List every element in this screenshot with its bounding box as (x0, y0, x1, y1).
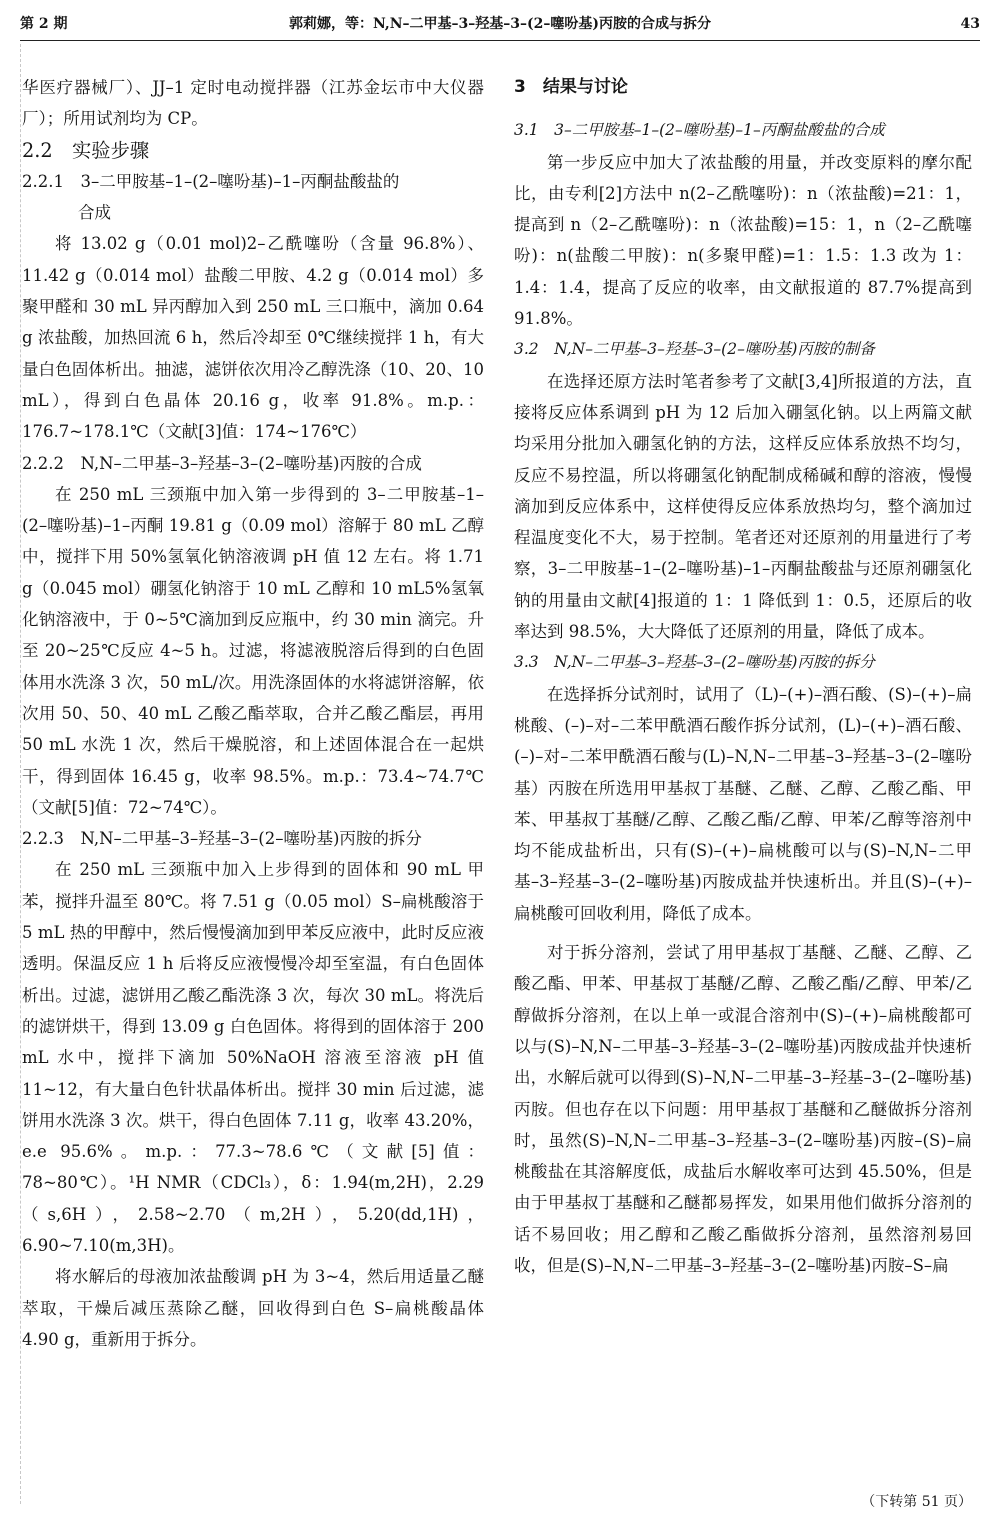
page-number: 43 (960, 16, 980, 32)
paragraph-2-2-3: 在 250 mL 三颈瓶中加入上步得到的固体和 90 mL 甲苯，搅拌升温至 80℃。将 7.51 g（0.05 mol）S–扁桃酸溶于 5 mL 热的甲醇中，然后慢慢滴加到甲苯反应液中，此时反应液透明。保温反应 1 h 后将反应液慢慢冷却至室温，有白色固体析出。过滤，滤饼用乙酸乙酯洗涤 3 次，每次 30 mL。将洗后的滤饼烘干，得到 13.09 g 白色固体。将得到的固体溶于 200 mL 水中，搅拌下滴加 50%NaOH 溶液至溶液 pH 值 11~12，有大量白色针状晶体析出。搅拌 30 min 后过滤，滤饼用水洗涤 3 次。烘干，得白色固体 7.11 g，收率 43.20%，e.e 95.6%。m.p.：77.3~78.6℃（文献[5]值：78~80℃）。¹H NMR（CDCl₃），δ：1.94(m,2H)，2.29（s,6H），2.58~2.70（m,2H），5.20(dd,1H)，6.90~7.10(m,3H)。 (22, 860, 484, 1255)
paragraph-3-3: 在选择拆分试剂时，试用了（L)–(+)–酒石酸、(S)–(+)–扁桃酸、(–)–对–二苯甲酰酒石酸作拆分试剂，(L)–(+)–酒石酸、(–)–对–二苯甲酰酒石酸与(L)–N,N–二甲基–3–羟基–3–(2–噻吩基）丙胺在所选用甲基叔丁基醚、乙醚、乙醇、乙酸乙酯、甲苯、甲基叔丁基醚/乙醇、乙酸乙酯/乙醇、甲苯/乙醇等溶剂中均不能成盐析出，只有(S)–(+)–扁桃酸可以与(S)–N,N–二甲基–3–羟基–3–(2–噻吩基)丙胺成盐并快速析出。并且(S)–(+)–扁桃酸可回收利用，降低了成本。 (514, 684, 972, 923)
running-title: 郭莉娜，等：N,N–二甲基–3–羟基–3–(2–噻吩基)丙胺的合成与拆分 (288, 16, 712, 32)
column-divider (20, 44, 21, 1504)
heading-2-2-3: 2.2.3 N,N–二甲基–3–羟基–3–(2–噻吩基)丙胺的拆分 (22, 829, 422, 849)
paragraph-2-2-2: 在 250 mL 三颈瓶中加入第一步得到的 3–二甲胺基–1–(2–噻吩基)–1–丙酮 19.81 g（0.09 mol）溶解于 80 mL 乙醇中，搅拌下用 50%氢氧化钠溶液调 pH 值 12 左右。将 1.71 g（0.045 mol）硼氢化钠溶于 10 mL 乙醇和 10 mL5%氢氧化钠溶液中，于 0~5℃滴加到反应瓶中，约 30 min 滴完。升至 20~25℃反应 4~5 h。过滤，将滤液脱溶后得到的白色固体用水洗涤 3 次，50 mL/次。用洗涤固体的水将滤饼溶解，依次用 50、50、40 mL 乙酸乙酯萃取，合并乙酸乙酯层，再用 50 mL 水洗 1 次，然后干燥脱溶，和上述固体混合在一起烘干，得到固体 16.45 g，收率 98.5%。m.p.：73.4~74.7℃（文献[5]值：72~74℃）。 (22, 484, 484, 817)
running-header (20, 12, 980, 36)
right-column (514, 72, 972, 1281)
paragraph-3-1: 第一步反应中加大了浓盐酸的用量，并改变原料的摩尔配比，由专利[2]方法中 n(2–乙酰噻吩)：n（浓盐酸)=21：1，提高到 n（2–乙酰噻吩)：n（浓盐酸)=15：1，n（2–乙酰噻吩)：n(盐酸二甲胺)：n(多聚甲醛)=1：1.5：1.3 改为 1：1.4：1.4，提高了反应的收率，由文献报道的 87.7%提高到 91.8%。 (514, 152, 972, 329)
heading-3-2: 3.2 N,N–二甲基–3–羟基–3–(2–噻吩基)丙胺的制备 (514, 340, 875, 359)
heading-section-3: 3 结果与讨论 (514, 77, 628, 97)
paragraph-3-2: 在选择还原方法时笔者参考了文献[3,4]所报道的方法，直接将反应体系调到 pH 为 12 后加入硼氢化钠。以上两篇文献均采用分批加入硼氢化钠的方法，这样反应体系放热不均匀，反应不易控温，所以将硼氢化钠配制成稀碱和醇的溶液，慢慢滴加到反应体系中，这样使得反应体系放热均匀，整个滴加过程温度变化不大，易于控制。笔者还对还原剂的用量进行了考察，3–二甲胺基–1–(2–噻吩基)–1–丙酮盐酸盐与还原剂硼氢化钠的用量由文献[4]报道的 1：1 降低到 1：0.5，还原后的收率达到 98.5%，大大降低了还原剂的用量，降低了成本。 (514, 371, 972, 642)
heading-3-1: 3.1 3–二甲胺基–1–(2–噻吩基)–1–丙酮盐酸盐的合成 (514, 121, 885, 140)
continued-note: （下转第 51 页） (861, 1494, 972, 1510)
heading-2-2-1-line2: 合成 (78, 203, 111, 223)
header-rule (20, 40, 980, 41)
paragraph-recovery: 将水解后的母液加浓盐酸调 pH 为 3~4，然后用适量乙醚萃取，干燥后减压蒸除乙醚，回收得到白色 S–扁桃酸晶体 4.90 g，重新用于拆分。 (22, 1267, 484, 1349)
heading-2-2-2: 2.2.2 N,N–二甲基–3–羟基–3–(2–噻吩基)丙胺的合成 (22, 453, 422, 473)
issue-number: 第 2 期 (20, 16, 68, 32)
heading-3-3: 3.3 N,N–二甲基–3–羟基–3–(2–噻吩基)丙胺的拆分 (514, 653, 875, 672)
paragraph-2-2-1: 将 13.02 g（0.01 mol)2–乙酰噻吩（含量 96.8%）、11.42 g（0.014 mol）盐酸二甲胺、4.2 g（0.014 mol）多聚甲醛和 30 mL 异丙醇加入到 250 mL 三口瓶中，滴加 0.64 g 浓盐酸，加热回流 6 h，然后冷却至 0℃继续搅拌 1 h，有大量白色固体析出。抽滤，滤饼依次用冷乙醇洗涤（10、20、10 mL），得到白色晶体 20.16 g，收率 91.8%。m.p.：176.7~178.1℃（文献[3]值：174~176℃） (22, 234, 484, 442)
heading-2-2: 2.2 实验步骤 (22, 138, 150, 162)
heading-2-2-1 (22, 166, 484, 229)
left-column (22, 72, 484, 1355)
paragraph-3-3-solvents: 对于拆分溶剂，尝试了用甲基叔丁基醚、乙醚、乙醇、乙酸乙酯、甲苯、甲基叔丁基醚/乙醇、乙酸乙酯/乙醇、甲苯/乙醇做拆分溶剂，在以上单一或混合溶剂中(S)–(+)–扁桃酸都可以与(S)–N,N–二甲基–3–羟基–3–(2–噻吩基)丙胺成盐并快速析出，水解后就可以得到(S)–N,N–二甲基–3–羟基–3–(2–噻吩基)丙胺。但也存在以下问题：用甲基叔丁基醚和乙醚做拆分溶剂时，虽然(S)–N,N–二甲基–3–羟基–3–(2–噻吩基)丙胺–(S)–扁桃酸盐在其溶解度低，成盐后水解收率可达到 45.50%，但是由于甲基叔丁基醚和乙醚都易挥发，如果用他们做拆分溶剂的话不易回收；用乙醇和乙酸乙酯做拆分溶剂，虽然溶剂易回收，但是(S)–N,N–二甲基–3–羟基–3–(2–噻吩基)丙胺–S–扁 (514, 943, 972, 1275)
heading-2-2-1-line1: 2.2.1 3–二甲胺基–1–(2–噻吩基)–1–丙酮盐酸盐的 (22, 171, 400, 191)
paragraph-instruments: 华医疗器械厂）、JJ–1 定时电动搅拌器（江苏金坛市中大仪器厂）；所用试剂均为 CP。 (22, 78, 484, 129)
